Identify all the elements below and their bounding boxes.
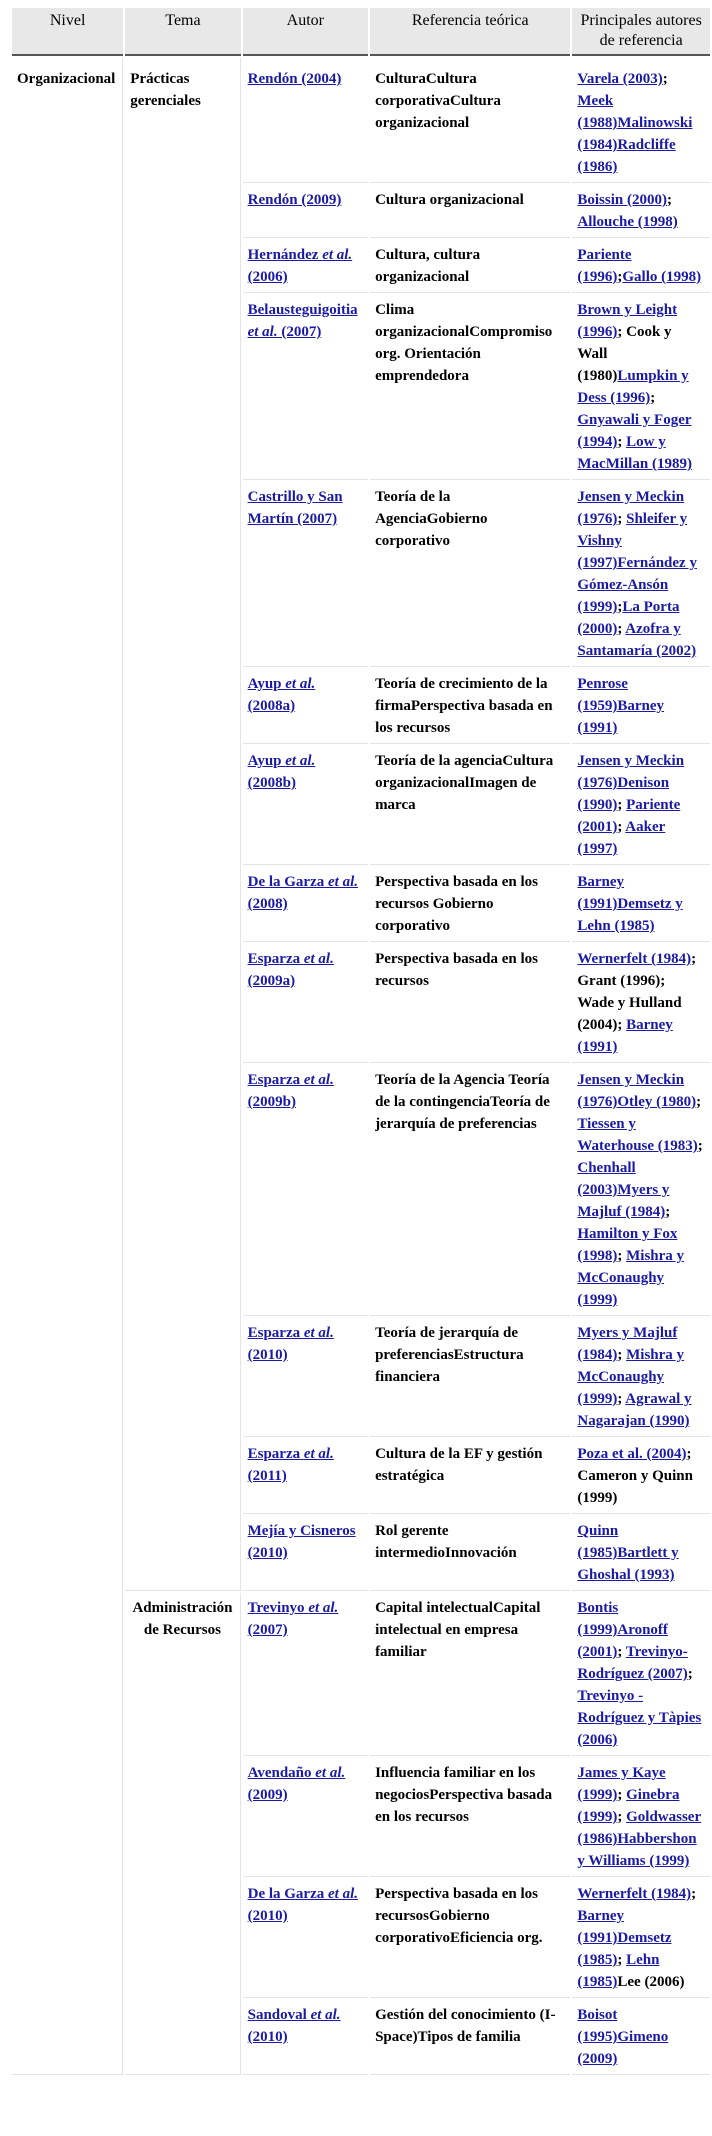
reference-link[interactable]: Aaker (1997) bbox=[577, 819, 666, 857]
reference-link[interactable]: Gnyawali y Foger (1994) bbox=[577, 412, 692, 450]
reference-link[interactable]: Quinn (1985) bbox=[577, 1523, 619, 1561]
reference-link[interactable]: Gimeno (2009) bbox=[577, 2029, 669, 2067]
autor-cell bbox=[243, 185, 368, 238]
autor-text: Castrillo y San Martín (2007) bbox=[247, 489, 343, 527]
principales-cell bbox=[572, 295, 710, 480]
autor-text: Belausteguigoitia bbox=[247, 302, 358, 318]
autor-link[interactable] bbox=[248, 874, 358, 912]
autor-text: Rendón (2004) bbox=[247, 71, 342, 87]
autor-cell bbox=[243, 1879, 368, 1998]
autor-link[interactable] bbox=[248, 951, 334, 989]
referencia-cell: Teoría de la agenciaCultura organizacionalImagen de marca bbox=[370, 746, 570, 865]
autor-cell bbox=[243, 1065, 368, 1316]
autor-link[interactable] bbox=[248, 1446, 334, 1484]
reference-text: ; bbox=[650, 390, 656, 406]
header-referencia-teorica: Referencia teórica bbox=[370, 8, 570, 56]
reference-text: ; bbox=[617, 819, 626, 835]
tema-cell: Administración de Recursos bbox=[125, 1593, 240, 2075]
reference-text: ; bbox=[617, 621, 626, 637]
autor-text: et al. bbox=[303, 951, 334, 967]
autor-text: (2008b) bbox=[247, 775, 296, 791]
reference-link[interactable]: Trevinyo-Rodríguez (2007) bbox=[577, 1644, 688, 1682]
reference-link[interactable]: Aronoff (2001) bbox=[577, 1622, 668, 1660]
reference-text: ; bbox=[687, 1666, 693, 1682]
reference-link[interactable]: Wernerfelt (1984) bbox=[577, 951, 692, 967]
principales-cell bbox=[572, 2000, 710, 2075]
autor-text: Ayup bbox=[247, 676, 286, 692]
principales-cell bbox=[572, 1758, 710, 1877]
reference-link[interactable]: Gallo (1998) bbox=[622, 269, 702, 285]
referencia-cell: Cultura, cultura organizacional bbox=[370, 240, 570, 293]
reference-link[interactable]: Myers y Majluf (1984) bbox=[577, 1325, 678, 1363]
autor-cell bbox=[243, 2000, 368, 2075]
reference-link[interactable]: Allouche (1998) bbox=[577, 214, 678, 230]
reference-text: ; bbox=[697, 1138, 703, 1154]
autor-link[interactable] bbox=[248, 753, 316, 791]
autor-text: Mejía y Cisneros (2010) bbox=[247, 1523, 356, 1561]
references-table-container bbox=[10, 0, 712, 2077]
reference-link[interactable]: Denison (1990) bbox=[577, 775, 670, 813]
autor-cell bbox=[243, 1439, 368, 1514]
autor-cell bbox=[243, 867, 368, 942]
reference-text: ; bbox=[617, 434, 627, 450]
autor-cell bbox=[243, 295, 368, 480]
autor-link[interactable] bbox=[248, 1886, 358, 1924]
referencia-cell: Teoría de la AgenciaGobierno corporativo bbox=[370, 482, 570, 667]
autor-link[interactable] bbox=[248, 71, 342, 87]
referencia-cell: Influencia familiar en los negociosPerspectiva basada en los recursos bbox=[370, 1758, 570, 1877]
reference-link[interactable]: Radcliffe (1986) bbox=[577, 137, 676, 175]
autor-link[interactable] bbox=[248, 302, 358, 340]
autor-text: et al. bbox=[247, 324, 278, 340]
reference-text: ; bbox=[691, 1886, 697, 1902]
reference-link[interactable]: Myers y Majluf (1984) bbox=[577, 1182, 670, 1220]
autor-text: et al. bbox=[303, 1325, 334, 1341]
autor-link[interactable] bbox=[248, 2007, 341, 2045]
autor-text: (2008) bbox=[247, 896, 288, 912]
reference-link[interactable]: Trevinyo - Rodríguez y Tàpies (2006) bbox=[577, 1688, 702, 1748]
principales-cell bbox=[572, 482, 710, 667]
autor-link[interactable] bbox=[248, 192, 342, 208]
reference-link[interactable]: James y Kaye (1999) bbox=[577, 1765, 666, 1803]
autor-cell bbox=[243, 482, 368, 667]
reference-link[interactable]: Mishra y McConaughy (1999) bbox=[577, 1347, 685, 1407]
reference-link[interactable]: Demsetz y Lehn (1985) bbox=[577, 896, 683, 934]
referencia-cell: Teoría de la Agencia Teoría de la contingenciaTeoría de jerarquía de preferencias bbox=[370, 1065, 570, 1316]
reference-text: ; bbox=[617, 1644, 626, 1660]
reference-link[interactable]: La Porta (2000) bbox=[577, 599, 680, 637]
autor-text: Sandoval bbox=[247, 2007, 311, 2023]
autor-link[interactable] bbox=[248, 1072, 334, 1110]
autor-text: et al. bbox=[303, 1072, 334, 1088]
autor-cell bbox=[243, 58, 368, 183]
referencia-cell: Perspectiva basada en los recursosGobierno corporativoEficiencia org. bbox=[370, 1879, 570, 1998]
reference-text: ; Cameron y Quinn (1999) bbox=[577, 1446, 693, 1506]
autor-text: et al. bbox=[315, 1765, 346, 1781]
autor-text: (2010) bbox=[247, 2029, 288, 2045]
reference-text: ; bbox=[617, 269, 623, 285]
reference-text: ; bbox=[666, 192, 672, 208]
reference-text: ; bbox=[665, 1204, 671, 1220]
reference-link[interactable]: Goldwasser (1986) bbox=[577, 1809, 702, 1847]
principales-cell bbox=[572, 1879, 710, 1998]
autor-text: et al. bbox=[310, 2007, 341, 2023]
reference-text: ; bbox=[617, 1248, 627, 1264]
referencia-cell: Clima organizacionalCompromiso org. Orientación emprendedora bbox=[370, 295, 570, 480]
tema-cell: Prácticas gerenciales bbox=[125, 58, 240, 1591]
reference-text: ; bbox=[696, 1094, 702, 1110]
header-principales-autores: Principales autores de referencia bbox=[572, 8, 710, 56]
reference-link[interactable]: Barney (1991) bbox=[577, 698, 665, 736]
reference-text: ; bbox=[617, 797, 627, 813]
header-autor: Autor bbox=[243, 8, 368, 56]
reference-text: ; bbox=[662, 71, 668, 87]
reference-link[interactable]: Otley (1980) bbox=[617, 1094, 697, 1110]
referencia-cell: Cultura organizacional bbox=[370, 185, 570, 238]
reference-link[interactable]: Shleifer y Vishny (1997) bbox=[577, 511, 688, 571]
reference-link[interactable]: Ginebra (1999) bbox=[577, 1787, 680, 1825]
principales-cell bbox=[572, 746, 710, 865]
autor-cell bbox=[243, 1318, 368, 1437]
autor-text: (2010) bbox=[247, 1347, 288, 1363]
autor-text: Esparza bbox=[247, 1446, 304, 1462]
reference-link[interactable]: Wernerfelt (1984) bbox=[577, 1886, 692, 1902]
reference-link[interactable]: Pariente (2001) bbox=[577, 797, 681, 835]
reference-link[interactable]: Barney (1991) bbox=[577, 874, 625, 912]
reference-link[interactable]: Mishra y McConaughy (1999) bbox=[577, 1248, 685, 1308]
reference-link[interactable]: Boissin (2000) bbox=[577, 192, 667, 208]
reference-link[interactable]: Varela (2003) bbox=[577, 71, 663, 87]
reference-link[interactable]: Boisot (1995) bbox=[577, 2007, 618, 2045]
table-body bbox=[12, 58, 710, 2075]
principales-cell bbox=[572, 1065, 710, 1316]
autor-text: Esparza bbox=[247, 1325, 304, 1341]
principales-cell bbox=[572, 944, 710, 1063]
header-tema: Tema bbox=[125, 8, 240, 56]
autor-text: (2009a) bbox=[247, 973, 296, 989]
reference-link[interactable]: Habbershon y Williams (1999) bbox=[577, 1831, 697, 1869]
autor-cell bbox=[243, 1516, 368, 1591]
autor-text: Esparza bbox=[247, 951, 304, 967]
reference-text: ; bbox=[617, 599, 623, 615]
autor-link[interactable] bbox=[248, 1765, 346, 1803]
reference-link[interactable]: Lumpkin y Dess (1996) bbox=[577, 368, 689, 406]
referencia-cell: CulturaCultura corporativaCultura organizacional bbox=[370, 58, 570, 183]
reference-text: ; bbox=[617, 1391, 626, 1407]
autor-cell bbox=[243, 1758, 368, 1877]
autor-text: (2009) bbox=[247, 1787, 288, 1803]
autor-link[interactable] bbox=[248, 1600, 339, 1638]
principales-cell bbox=[572, 1593, 710, 1756]
autor-text: Hernández bbox=[247, 247, 323, 263]
reference-text: ; bbox=[617, 511, 627, 527]
reference-link[interactable]: Low y MacMillan (1989) bbox=[577, 434, 692, 472]
table-header-row bbox=[12, 8, 710, 56]
referencia-cell: Gestión del conocimiento (I-Space)Tipos de familia bbox=[370, 2000, 570, 2075]
autor-text: (2007) bbox=[277, 324, 322, 340]
autor-text: Esparza bbox=[247, 1072, 304, 1088]
reference-text: ; Grant (1996); Wade y Hulland (2004); bbox=[577, 951, 697, 1033]
references-table bbox=[10, 6, 712, 2077]
autor-link[interactable] bbox=[248, 1325, 334, 1363]
principales-cell bbox=[572, 1439, 710, 1514]
principales-cell bbox=[572, 867, 710, 942]
reference-link[interactable]: Penrose (1959) bbox=[577, 676, 628, 714]
autor-text: De la Garza bbox=[247, 1886, 328, 1902]
header-nivel: Nivel bbox=[12, 8, 123, 56]
autor-link[interactable] bbox=[248, 489, 343, 527]
table-row bbox=[12, 58, 710, 183]
reference-link[interactable]: Hamilton y Fox (1998) bbox=[577, 1226, 678, 1264]
reference-link[interactable]: Demsetz (1985) bbox=[577, 1930, 672, 1968]
referencia-cell: Rol gerente intermedioInnovación bbox=[370, 1516, 570, 1591]
principales-cell bbox=[572, 1318, 710, 1437]
autor-text: De la Garza bbox=[247, 874, 328, 890]
autor-text: et al. bbox=[328, 874, 358, 890]
autor-text: Trevinyo bbox=[247, 1600, 309, 1616]
reference-text: ; bbox=[617, 1787, 627, 1803]
autor-text: Avendaño bbox=[247, 1765, 316, 1781]
reference-link[interactable]: Jensen y Meckin (1976) bbox=[577, 1072, 685, 1110]
principales-cell bbox=[572, 1516, 710, 1591]
autor-link[interactable] bbox=[248, 676, 316, 714]
principales-cell bbox=[572, 58, 710, 183]
reference-link[interactable]: Barney (1991) bbox=[577, 1017, 673, 1055]
reference-text: ; bbox=[617, 1809, 627, 1825]
reference-link[interactable]: Bontis (1999) bbox=[577, 1600, 619, 1638]
reference-link[interactable]: Barney (1991) bbox=[577, 1908, 625, 1946]
reference-link[interactable]: Meek (1988) bbox=[577, 93, 618, 131]
referencia-cell: Cultura de la EF y gestión estratégica bbox=[370, 1439, 570, 1514]
referencia-cell: Teoría de crecimiento de la firmaPerspectiva basada en los recursos bbox=[370, 669, 570, 744]
autor-text: (2010) bbox=[247, 1908, 288, 1924]
principales-cell bbox=[572, 185, 710, 238]
autor-text: et al. bbox=[285, 676, 316, 692]
autor-text: et al. bbox=[308, 1600, 339, 1616]
reference-link[interactable]: Malinowski (1984) bbox=[577, 115, 693, 153]
principales-cell bbox=[572, 240, 710, 293]
autor-cell bbox=[243, 669, 368, 744]
autor-link[interactable] bbox=[248, 1523, 356, 1561]
reference-link[interactable]: Poza et al. (2004) bbox=[577, 1446, 687, 1462]
reference-link[interactable]: Chenhall (2003) bbox=[577, 1160, 636, 1198]
autor-cell bbox=[243, 746, 368, 865]
reference-link[interactable]: Jensen y Meckin (1976) bbox=[577, 753, 685, 791]
reference-link[interactable]: Lehn (1985) bbox=[577, 1952, 660, 1990]
reference-link[interactable]: Pariente (1996) bbox=[577, 247, 632, 285]
reference-link[interactable]: Azofra y Santamaría (2002) bbox=[577, 621, 697, 659]
nivel-cell: Organizacional bbox=[12, 58, 123, 2075]
reference-link[interactable]: Fernández y Gómez-Ansón (1999) bbox=[577, 555, 697, 615]
autor-link[interactable] bbox=[248, 247, 353, 285]
autor-text: (2008a) bbox=[247, 698, 296, 714]
autor-cell bbox=[243, 944, 368, 1063]
autor-text: et al. bbox=[322, 247, 353, 263]
autor-text: (2011) bbox=[247, 1468, 287, 1484]
reference-link[interactable]: Tiessen y Waterhouse (1983) bbox=[577, 1116, 698, 1154]
reference-text: ; bbox=[617, 1952, 627, 1968]
reference-text: Lee (2006) bbox=[617, 1974, 685, 1990]
reference-text: ; bbox=[617, 1347, 627, 1363]
autor-text: (2006) bbox=[247, 269, 288, 285]
autor-cell bbox=[243, 240, 368, 293]
autor-text: (2009b) bbox=[247, 1094, 296, 1110]
autor-text: Ayup bbox=[247, 753, 286, 769]
referencia-cell: Perspectiva basada en los recursos Gobierno corporativo bbox=[370, 867, 570, 942]
reference-link[interactable]: Agrawal y Nagarajan (1990) bbox=[577, 1391, 692, 1429]
autor-cell bbox=[243, 1593, 368, 1756]
principales-cell bbox=[572, 669, 710, 744]
reference-text: ; Cook y Wall (1980) bbox=[577, 324, 672, 384]
referencia-cell: Teoría de jerarquía de preferenciasEstructura financiera bbox=[370, 1318, 570, 1437]
autor-text: Rendón (2009) bbox=[247, 192, 342, 208]
reference-link[interactable]: Jensen y Meckin (1976) bbox=[577, 489, 685, 527]
referencia-cell: Perspectiva basada en los recursos bbox=[370, 944, 570, 1063]
autor-text: et al. bbox=[285, 753, 316, 769]
autor-text: et al. bbox=[328, 1886, 358, 1902]
autor-text: et al. bbox=[303, 1446, 334, 1462]
reference-link[interactable]: Bartlett y Ghoshal (1993) bbox=[577, 1545, 679, 1583]
referencia-cell: Capital intelectualCapital intelectual en empresa familiar bbox=[370, 1593, 570, 1756]
autor-text: (2007) bbox=[247, 1622, 288, 1638]
reference-link[interactable]: Brown y Leight (1996) bbox=[577, 302, 678, 340]
